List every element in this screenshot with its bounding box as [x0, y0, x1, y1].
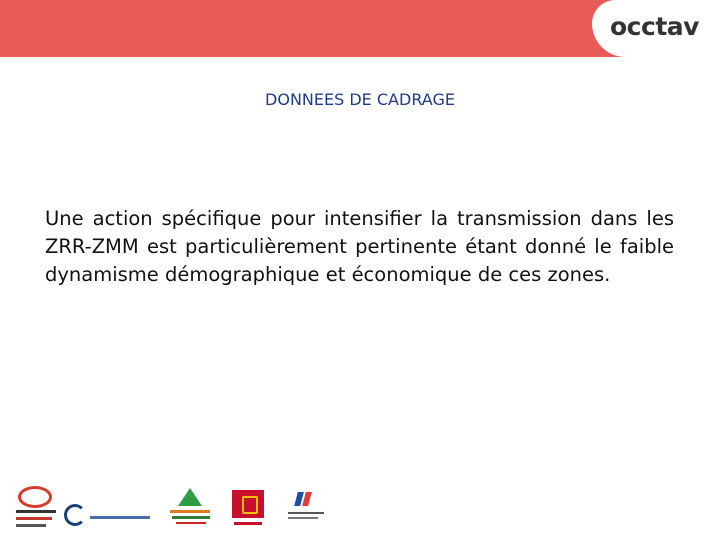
- partner-logos: [0, 478, 720, 540]
- logo-text: occtav: [610, 12, 699, 41]
- region-occitanie-logo-icon: [230, 490, 268, 532]
- agricultures-territoires-logo-icon: [170, 488, 214, 530]
- cma-logo-icon: [14, 486, 56, 530]
- agence-france-entrepreneur-logo-icon: [288, 492, 328, 532]
- body-paragraph: Une action spécifique pour intensifier la transmission dans les ZRR-ZMM est particulièrement pertinente étant donné le faible dynamisme démographique et économique de ces zones.: [45, 207, 674, 286]
- cci-occitanie-logo-icon: [64, 502, 160, 530]
- page-title: DONNEES DE CADRAGE: [265, 90, 455, 109]
- occtav-logo: [592, 0, 720, 57]
